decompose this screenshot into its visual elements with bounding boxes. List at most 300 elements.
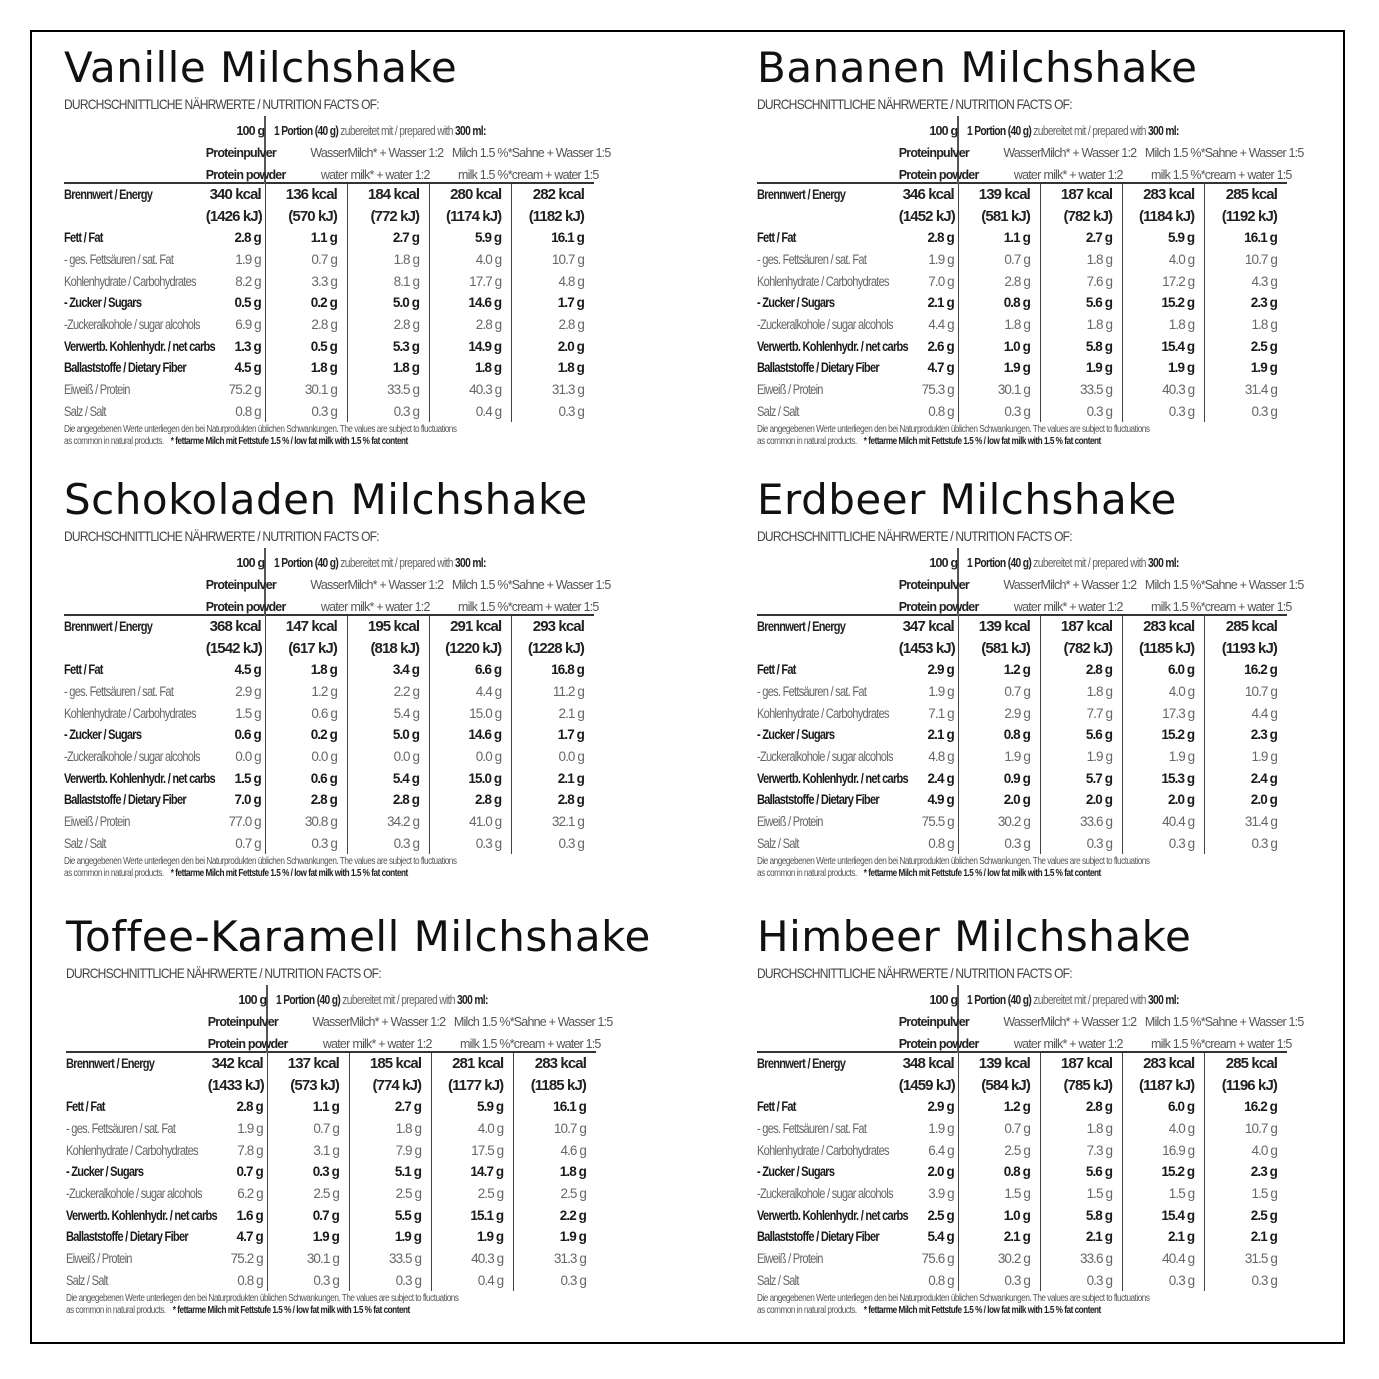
value-portion-1: 3.1 g: [267, 1139, 349, 1161]
nutrient-row-sat-fat: [66, 1118, 596, 1140]
value-portion-3: 1.9 g: [432, 1226, 514, 1248]
per100-header: 100 g: [929, 556, 958, 570]
value-portion-3: 15.2 g: [1123, 724, 1205, 746]
value-portion-3: 17.7 g: [430, 270, 512, 292]
nutrient-row-protein: [757, 811, 1287, 833]
nutrient-label: Ballaststoffe / Dietary Fiber: [757, 1229, 879, 1245]
nutrient-row-sugar-alcohols: [757, 1183, 1287, 1205]
nutrient-row-kcal: [757, 184, 1287, 205]
value-portion-3: 4.0 g: [1123, 681, 1205, 703]
nutrient-row-fat: [64, 227, 594, 249]
product-panel-1: [757, 44, 1317, 448]
value-portion-2: 1.8 g: [349, 1118, 431, 1140]
nutrient-label: Brennwert / Energy: [66, 1056, 155, 1071]
prep-header-water: Wasser: [267, 1007, 349, 1029]
value-portion-2: 0.3 g: [1040, 401, 1122, 423]
value-portion-1: 2.9 g: [958, 702, 1040, 724]
nutrient-row-sugar-alcohols: [64, 746, 594, 768]
nutrient-row-net-carbs: [66, 1204, 596, 1226]
value-portion-4: 16.1 g: [512, 227, 594, 249]
value-portion-4: 283 kcal: [514, 1053, 596, 1074]
nutrient-label: Eiweiß / Protein: [757, 382, 823, 398]
nutrient-row-sugars: [64, 724, 594, 746]
value-portion-2: 5.5 g: [349, 1204, 431, 1226]
value-portion-4: 10.7 g: [512, 249, 594, 271]
value-portion-1: 139 kcal: [958, 616, 1040, 637]
nutrient-row-fat: [757, 1096, 1287, 1118]
value-portion-4: 4.8 g: [512, 270, 594, 292]
value-per-100g: 4.5 g: [234, 360, 261, 376]
nutrition-facts: [66, 965, 613, 1317]
prep-header-water: Wasser: [958, 138, 1040, 160]
value-portion-4: 2.3 g: [1205, 1161, 1287, 1183]
footnote: Die angegebenen Werte unterliegen den bei Naturprodukten üblichen Schwankungen. The values are subject to fluctuations as common in natural products. * fettarme Milch mit Fettstufe 1.5 % / low fat milk with 1.5 % fat content: [64, 424, 457, 448]
value-portion-1: 1.0 g: [958, 1204, 1040, 1226]
value-portion-3: 15.0 g: [430, 702, 512, 724]
nutrient-label: Fett / Fat: [757, 230, 796, 246]
nutrient-row-protein: [757, 1248, 1287, 1270]
product-panel-5: [757, 913, 1317, 1317]
value-portion-3: 291 kcal: [430, 616, 512, 637]
value-per-100g: 4.8 g: [928, 749, 954, 765]
value-portion-2: (782 kJ): [1040, 637, 1122, 659]
value-per-100g: 7.0 g: [234, 792, 261, 808]
value-portion-1: 30.1 g: [958, 379, 1040, 401]
value-portion-2: 5.6 g: [1040, 724, 1122, 746]
nutrient-label: Eiweiß / Protein: [64, 382, 130, 398]
value-portion-1: 0.3 g: [267, 1161, 349, 1183]
prep-header-water: Wasser: [265, 570, 347, 592]
nutrition-facts-heading: DURCHSCHNITTLICHE NÄHRWERTE / NUTRITION FACTS OF:: [64, 528, 379, 544]
nutrient-label: - Zucker / Sugars: [757, 727, 835, 743]
value-portion-1: 0.6 g: [265, 702, 347, 724]
nutrient-label: [64, 205, 206, 227]
value-portion-3: 14.6 g: [430, 724, 512, 746]
value-per-100g: 1.3 g: [234, 338, 261, 354]
value-per-100g: (1433 kJ): [207, 1076, 264, 1094]
value-portion-3: 6.6 g: [430, 659, 512, 681]
value-portion-1: 2.8 g: [265, 314, 347, 336]
value-per-100g: 2.9 g: [927, 662, 954, 678]
value-portion-2: 184 kcal: [347, 184, 429, 205]
nutrient-row-salt: [64, 833, 594, 855]
nutrient-label: Verwertb. Kohlenhydr. / net carbs: [64, 338, 215, 354]
nutrient-row-sugars: [64, 292, 594, 314]
value-portion-4: 16.1 g: [514, 1096, 596, 1118]
value-portion-1: 1.1 g: [267, 1096, 349, 1118]
nutrient-row-kj: [64, 637, 594, 659]
nutrient-label: Verwertb. Kohlenhydr. / net carbs: [757, 338, 908, 354]
value-portion-4: 1.5 g: [1205, 1183, 1287, 1205]
nutrient-label: [66, 1074, 208, 1096]
value-portion-3: 2.1 g: [1123, 1226, 1205, 1248]
value-per-100g: 342 kcal: [211, 1055, 263, 1072]
nutrient-label: Kohlenhydrate / Carbohydrates: [64, 705, 196, 721]
nutrient-row-fiber: [64, 789, 594, 811]
value-portion-4: 2.3 g: [1205, 292, 1287, 314]
nutrition-facts-heading: DURCHSCHNITTLICHE NÄHRWERTE / NUTRITION FACTS OF:: [64, 96, 379, 112]
prep-header-water: Wasser: [958, 1007, 1040, 1029]
nutrient-row-salt: [757, 833, 1287, 855]
nutrient-label: - ges. Fettsäuren / sat. Fat: [757, 1121, 867, 1137]
value-portion-3: (1220 kJ): [430, 637, 512, 659]
value-portion-1: 2.5 g: [267, 1183, 349, 1205]
value-portion-4: 2.5 g: [1205, 1204, 1287, 1226]
value-portion-4: 4.3 g: [1205, 270, 1287, 292]
nutrient-label: -Zuckeralkohole / sugar alcohols: [64, 749, 200, 765]
footnote: Die angegebenen Werte unterliegen den bei Naturprodukten üblichen Schwankungen. The values are subject to fluctuations as common in natural products. * fettarme Milch mit Fettstufe 1.5 % / low fat milk with 1.5 % fat content: [66, 1293, 459, 1317]
value-portion-3: 15.2 g: [1123, 292, 1205, 314]
nutrition-table: [66, 985, 613, 1291]
nutrient-label: Kohlenhydrate / Carbohydrates: [66, 1142, 198, 1158]
value-portion-2: 2.8 g: [1040, 659, 1122, 681]
value-portion-4: 2.8 g: [512, 789, 594, 811]
header-row-3: Protein powder water milk* + water 1:2 milk 1.5 %* cream + water 1:5: [757, 1029, 1287, 1052]
value-portion-1: (581 kJ): [958, 637, 1040, 659]
value-portion-4: (1228 kJ): [512, 637, 594, 659]
value-portion-3: 41.0 g: [430, 811, 512, 833]
value-portion-4: 0.3 g: [1205, 401, 1287, 423]
value-portion-2: 5.7 g: [1040, 767, 1122, 789]
value-portion-1: 139 kcal: [958, 184, 1040, 205]
value-per-100g: 77.0 g: [228, 814, 261, 830]
nutrient-label: Eiweiß / Protein: [757, 1251, 823, 1267]
value-portion-2: (772 kJ): [347, 205, 429, 227]
value-portion-4: 16.8 g: [512, 659, 594, 681]
value-portion-3: 6.0 g: [1123, 659, 1205, 681]
prep-header-milk: Milch 1.5 %*: [453, 1015, 514, 1029]
prep-header-milk: Milch 1.5 %*: [1144, 578, 1205, 592]
header-row-2: Proteinpulver Wasser Milch* + Wasser 1:2 Milch 1.5 %* Sahne + Wasser 1:5: [757, 138, 1287, 160]
value-portion-2: 187 kcal: [1040, 616, 1122, 637]
value-portion-1: 1.8 g: [265, 659, 347, 681]
header-row-3: Protein powder water milk* + water 1:2 milk 1.5 %* cream + water 1:5: [64, 160, 594, 183]
value-portion-1: 0.9 g: [958, 767, 1040, 789]
value-portion-3: 15.4 g: [1123, 335, 1205, 357]
value-per-100g: 5.4 g: [927, 1229, 954, 1245]
value-per-100g: (1452 kJ): [898, 207, 955, 225]
per100-header: 100 g: [236, 556, 265, 570]
header-row-1: [757, 985, 1287, 1007]
nutrient-label: [757, 637, 899, 659]
portion-header: 1 Portion (40 g) zubereitet mit / prepared with 300 ml:: [267, 985, 596, 1007]
footnote: Die angegebenen Werte unterliegen den bei Naturprodukten üblichen Schwankungen. The values are subject to fluctuations as common in natural products. * fettarme Milch mit Fettstufe 1.5 % / low fat milk with 1.5 % fat content: [757, 856, 1150, 880]
value-portion-1: 0.7 g: [267, 1204, 349, 1226]
nutrient-label: Kohlenhydrate / Carbohydrates: [64, 273, 196, 289]
value-portion-2: 33.5 g: [349, 1248, 431, 1270]
nutrient-label: -Zuckeralkohole / sugar alcohols: [757, 749, 893, 765]
nutrition-facts-heading: DURCHSCHNITTLICHE NÄHRWERTE / NUTRITION FACTS OF:: [66, 965, 381, 981]
value-portion-3: 4.0 g: [1123, 1118, 1205, 1140]
footnote: Die angegebenen Werte unterliegen den bei Naturprodukten üblichen Schwankungen. The values are subject to fluctuations as common in natural products. * fettarme Milch mit Fettstufe 1.5 % / low fat milk with 1.5 % fat content: [64, 856, 457, 880]
prep-header-cream-water: Sahne + Wasser 1:5: [511, 146, 611, 160]
nutrient-row-fat: [757, 227, 1287, 249]
prep-header-milk-water: Milch* + Wasser 1:2: [347, 146, 444, 160]
value-portion-4: 0.3 g: [1205, 833, 1287, 855]
nutrient-row-carbs: [64, 270, 594, 292]
header-row-1: [64, 548, 594, 570]
value-per-100g: 75.6 g: [921, 1251, 954, 1267]
value-portion-3: 2.8 g: [430, 314, 512, 336]
nutrient-row-kj: [66, 1074, 596, 1096]
portion-header: 1 Portion (40 g) zubereitet mit / prepared with 300 ml:: [958, 985, 1287, 1007]
value-portion-2: (818 kJ): [347, 637, 429, 659]
value-portion-1: (573 kJ): [267, 1074, 349, 1096]
nutrient-label: -Zuckeralkohole / sugar alcohols: [66, 1186, 202, 1202]
header-row-2: Proteinpulver Wasser Milch* + Wasser 1:2 Milch 1.5 %* Sahne + Wasser 1:5: [64, 138, 594, 160]
product-title: Vanille Milchshake: [64, 43, 458, 92]
header-row-2: Proteinpulver Wasser Milch* + Wasser 1:2 Milch 1.5 %* Sahne + Wasser 1:5: [757, 1007, 1287, 1029]
value-portion-3: 5.9 g: [432, 1096, 514, 1118]
value-portion-4: 285 kcal: [1205, 1053, 1287, 1074]
header-row-3: Protein powder water milk* + water 1:2 milk 1.5 %* cream + water 1:5: [64, 592, 594, 615]
nutrient-row-sugar-alcohols: [757, 746, 1287, 768]
value-portion-1: 0.7 g: [265, 249, 347, 271]
value-portion-1: 1.5 g: [958, 1183, 1040, 1205]
value-portion-3: (1185 kJ): [1123, 637, 1205, 659]
value-portion-1: 0.8 g: [958, 724, 1040, 746]
value-per-100g: 75.5 g: [921, 814, 954, 830]
nutrient-row-sugar-alcohols: [757, 314, 1287, 336]
nutrient-row-protein: [66, 1248, 596, 1270]
value-per-100g: 2.0 g: [927, 1164, 954, 1180]
value-portion-4: 1.9 g: [1205, 357, 1287, 379]
prep-header-milk-water: Milch* + Wasser 1:2: [349, 1015, 446, 1029]
nutrient-row-net-carbs: [757, 1204, 1287, 1226]
prep-header-milk-water: Milch* + Wasser 1:2: [1040, 578, 1137, 592]
value-per-100g: 2.8 g: [927, 230, 954, 246]
value-per-100g: 0.7 g: [236, 1164, 263, 1180]
per100-header: 100 g: [238, 993, 267, 1007]
value-portion-2: 1.9 g: [1040, 357, 1122, 379]
nutrient-row-salt: [757, 1270, 1287, 1292]
value-portion-3: 15.4 g: [1123, 1204, 1205, 1226]
value-portion-1: 1.2 g: [958, 1096, 1040, 1118]
prep-header-milk-water: Milch* + Wasser 1:2: [347, 578, 444, 592]
value-portion-4: 2.0 g: [1205, 789, 1287, 811]
nutrition-table: [64, 116, 611, 422]
value-portion-3: 15.3 g: [1123, 767, 1205, 789]
value-portion-2: 2.7 g: [349, 1096, 431, 1118]
value-portion-3: 0.4 g: [430, 401, 512, 423]
nutrient-row-fat: [757, 659, 1287, 681]
value-portion-1: 2.8 g: [958, 270, 1040, 292]
nutrient-label: - Zucker / Sugars: [757, 295, 835, 311]
value-portion-4: 1.8 g: [512, 357, 594, 379]
value-portion-1: 0.3 g: [958, 1270, 1040, 1292]
value-portion-4: 31.4 g: [1205, 811, 1287, 833]
value-portion-1: 1.8 g: [265, 357, 347, 379]
nutrient-label: Eiweiß / Protein: [757, 814, 823, 830]
value-per-100g: 7.8 g: [237, 1142, 263, 1158]
nutrient-label: Brennwert / Energy: [64, 619, 153, 634]
nutrient-label: Verwertb. Kohlenhydr. / net carbs: [757, 1207, 908, 1223]
value-per-100g: 7.1 g: [928, 705, 954, 721]
value-portion-1: (570 kJ): [265, 205, 347, 227]
nutrient-label: Salz / Salt: [757, 835, 799, 851]
value-portion-3: 17.5 g: [432, 1139, 514, 1161]
value-portion-3: 5.9 g: [430, 227, 512, 249]
value-portion-1: 0.3 g: [265, 833, 347, 855]
value-portion-1: 0.6 g: [265, 767, 347, 789]
value-portion-1: 0.3 g: [265, 401, 347, 423]
value-portion-2: 5.4 g: [347, 767, 429, 789]
value-portion-2: 5.1 g: [349, 1161, 431, 1183]
nutrient-row-net-carbs: [757, 335, 1287, 357]
value-portion-2: 1.8 g: [347, 357, 429, 379]
value-per-100g: 2.4 g: [927, 770, 954, 786]
prep-header-water: Wasser: [265, 138, 347, 160]
nutrition-facts: [64, 96, 611, 448]
value-per-100g: 75.3 g: [921, 382, 954, 398]
value-portion-2: 0.0 g: [347, 746, 429, 768]
nutrient-label: Brennwert / Energy: [757, 619, 846, 634]
value-portion-2: 1.5 g: [1040, 1183, 1122, 1205]
value-portion-2: 195 kcal: [347, 616, 429, 637]
value-portion-2: (785 kJ): [1040, 1074, 1122, 1096]
nutrient-row-fiber: [757, 1226, 1287, 1248]
nutrient-label: Ballaststoffe / Dietary Fiber: [64, 792, 186, 808]
value-portion-3: 14.9 g: [430, 335, 512, 357]
value-per-100g: 1.9 g: [235, 252, 261, 268]
value-portion-2: 1.8 g: [1040, 681, 1122, 703]
value-portion-3: 15.0 g: [430, 767, 512, 789]
value-portion-2: 5.6 g: [1040, 292, 1122, 314]
value-per-100g: (1542 kJ): [205, 639, 262, 657]
prep-header-cream-water: Sahne + Wasser 1:5: [1204, 1015, 1304, 1029]
value-portion-2: 1.8 g: [1040, 249, 1122, 271]
value-portion-3: 4.0 g: [430, 249, 512, 271]
nutrient-row-salt: [757, 401, 1287, 423]
value-portion-2: 0.3 g: [347, 833, 429, 855]
prep-header-milk: Milch 1.5 %*: [1144, 1015, 1205, 1029]
value-portion-3: 40.3 g: [1123, 379, 1205, 401]
value-portion-2: 7.3 g: [1040, 1139, 1122, 1161]
value-portion-4: 31.3 g: [512, 379, 594, 401]
nutrient-row-sat-fat: [64, 681, 594, 703]
nutrient-row-fat: [66, 1096, 596, 1118]
nutrient-row-sugars: [757, 724, 1287, 746]
value-portion-4: (1196 kJ): [1205, 1074, 1287, 1096]
value-portion-1: 1.2 g: [265, 681, 347, 703]
value-portion-4: 2.1 g: [1205, 1226, 1287, 1248]
header-row-3: Protein powder water milk* + water 1:2 milk 1.5 %* cream + water 1:5: [66, 1029, 596, 1052]
header-row-3: Protein powder water milk* + water 1:2 milk 1.5 %* cream + water 1:5: [757, 160, 1287, 183]
nutrition-table: [757, 548, 1304, 854]
value-portion-2: 1.8 g: [347, 249, 429, 271]
value-per-100g: 0.7 g: [235, 835, 261, 851]
value-portion-1: 1.9 g: [958, 357, 1040, 379]
value-portion-4: 2.8 g: [512, 314, 594, 336]
prep-header-cream-water: Sahne + Wasser 1:5: [513, 1015, 613, 1029]
value-portion-2: 33.5 g: [1040, 379, 1122, 401]
portion-header: 1 Portion (40 g) zubereitet mit / prepared with 300 ml:: [265, 548, 594, 570]
value-portion-3: 1.9 g: [1123, 746, 1205, 768]
nutrition-facts-heading: DURCHSCHNITTLICHE NÄHRWERTE / NUTRITION FACTS OF:: [757, 965, 1072, 981]
value-portion-1: 0.0 g: [265, 746, 347, 768]
value-portion-3: 0.3 g: [430, 833, 512, 855]
value-portion-4: 10.7 g: [514, 1118, 596, 1140]
value-portion-4: 2.1 g: [512, 767, 594, 789]
prep-header-milk: Milch 1.5 %*: [451, 578, 512, 592]
value-portion-3: 4.0 g: [432, 1118, 514, 1140]
value-portion-2: 33.6 g: [1040, 1248, 1122, 1270]
nutrient-row-sugars: [757, 1161, 1287, 1183]
value-portion-4: 0.3 g: [512, 401, 594, 423]
prep-header-cream-water: Sahne + Wasser 1:5: [1204, 578, 1304, 592]
value-portion-1: 0.7 g: [958, 1118, 1040, 1140]
value-portion-1: (617 kJ): [265, 637, 347, 659]
nutrient-label: - ges. Fettsäuren / sat. Fat: [64, 252, 174, 268]
nutrient-row-sat-fat: [757, 681, 1287, 703]
value-per-100g: 4.7 g: [927, 360, 954, 376]
value-portion-4: 4.0 g: [1205, 1139, 1287, 1161]
nutrient-row-carbs: [757, 702, 1287, 724]
value-portion-1: 1.8 g: [958, 314, 1040, 336]
value-per-100g: 348 kcal: [902, 1055, 954, 1072]
value-portion-1: 0.8 g: [958, 1161, 1040, 1183]
nutrient-label: Verwertb. Kohlenhydr. / net carbs: [64, 770, 215, 786]
value-portion-4: 31.4 g: [1205, 379, 1287, 401]
value-portion-3: 2.5 g: [432, 1183, 514, 1205]
value-portion-1: 30.8 g: [265, 811, 347, 833]
value-portion-1: 1.0 g: [958, 335, 1040, 357]
nutrition-facts: [757, 965, 1304, 1317]
nutrient-label: Salz / Salt: [757, 1272, 799, 1288]
header-row-2: Proteinpulver Wasser Milch* + Wasser 1:2 Milch 1.5 %* Sahne + Wasser 1:5: [66, 1007, 596, 1029]
value-per-100g: 0.0 g: [235, 749, 261, 765]
value-portion-1: 137 kcal: [267, 1053, 349, 1074]
value-portion-3: 0.4 g: [432, 1270, 514, 1292]
value-portion-1: 0.8 g: [958, 292, 1040, 314]
prep-header-milk-water: Milch* + Wasser 1:2: [1040, 1015, 1137, 1029]
nutrition-table: [64, 548, 611, 854]
value-portion-4: 11.2 g: [512, 681, 594, 703]
value-per-100g: 2.6 g: [927, 338, 954, 354]
nutrient-label: Brennwert / Energy: [757, 1056, 846, 1071]
value-portion-2: 34.2 g: [347, 811, 429, 833]
header-row-1: [757, 548, 1287, 570]
nutrient-row-sugar-alcohols: [64, 314, 594, 336]
value-per-100g: 1.5 g: [235, 705, 261, 721]
value-portion-3: 0.3 g: [1123, 833, 1205, 855]
nutrient-row-carbs: [64, 702, 594, 724]
value-per-100g: 8.2 g: [235, 273, 261, 289]
nutrient-label: Ballaststoffe / Dietary Fiber: [757, 792, 879, 808]
header-row-3: Protein powder water milk* + water 1:2 milk 1.5 %* cream + water 1:5: [757, 592, 1287, 615]
value-portion-3: 0.3 g: [1123, 1270, 1205, 1292]
nutrient-label: Fett / Fat: [757, 662, 796, 678]
value-portion-3: 5.9 g: [1123, 227, 1205, 249]
value-portion-2: 187 kcal: [1040, 184, 1122, 205]
value-portion-4: 31.5 g: [1205, 1248, 1287, 1270]
value-portion-3: (1184 kJ): [1123, 205, 1205, 227]
nutrient-label: -Zuckeralkohole / sugar alcohols: [64, 317, 200, 333]
header-row-1: [64, 116, 594, 138]
value-portion-4: (1185 kJ): [514, 1074, 596, 1096]
nutrient-row-kj: [64, 205, 594, 227]
value-portion-3: 17.3 g: [1123, 702, 1205, 724]
value-portion-4: 1.7 g: [512, 724, 594, 746]
value-portion-2: 2.0 g: [1040, 789, 1122, 811]
nutrient-row-net-carbs: [64, 335, 594, 357]
value-per-100g: 2.1 g: [927, 295, 954, 311]
nutrient-label: Salz / Salt: [64, 403, 106, 419]
nutrient-label: Salz / Salt: [757, 403, 799, 419]
prep-header-milk: Milch 1.5 %*: [1144, 146, 1205, 160]
value-portion-2: 1.9 g: [349, 1226, 431, 1248]
value-portion-4: 10.7 g: [1205, 249, 1287, 271]
